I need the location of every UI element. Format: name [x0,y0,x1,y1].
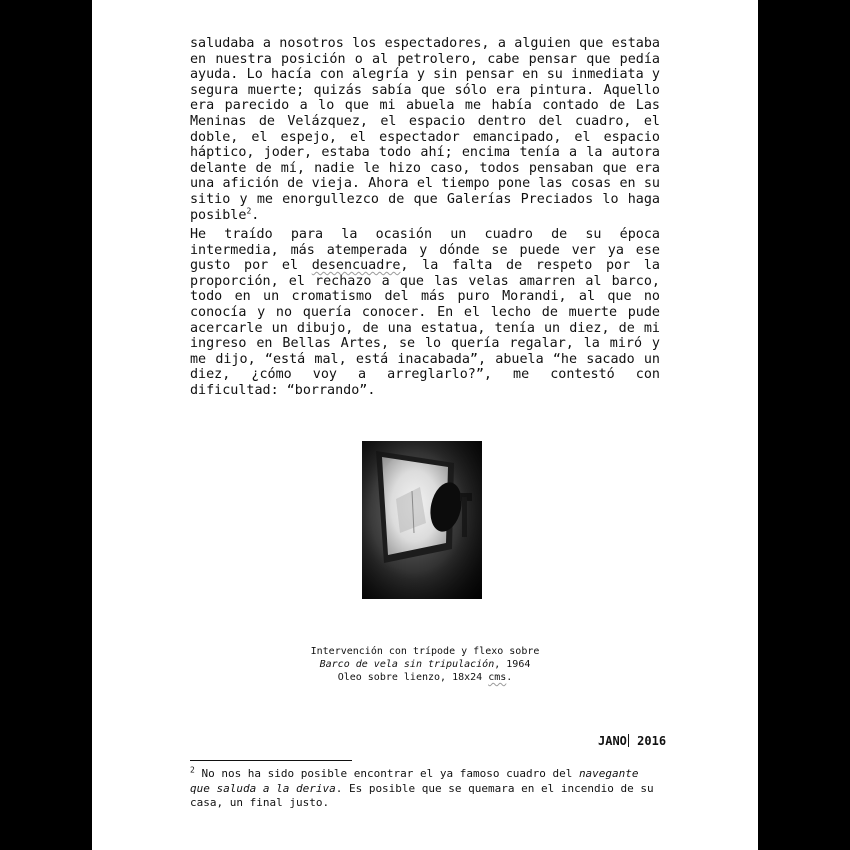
paragraph-1-text: saludaba a nosotros los espectadores, a alguien que estaba en nuestra posición o al petrolero, cabe pensar que pedía ayuda. Lo hacía con alegría y sin pensar en su inmediata y segura muerte; quizás sabía que sólo era pintura. Aquello era parecido a lo que mi abuela me había contado de Las Meninas de Velázquez, el espacio dentro del cuadro, el doble, el espejo, el espectador emancipado, el espacio háptico, joder, estaba todo ahí; encima tenía a la autora delante de mí, nadie le hizo caso, todos pensaban que era una afición de vieja. Ahora el tiempo pone las cosas en su sitio y me enorgullezco de que Galerías Preciados lo haga posible [190,36,660,223]
footnote [190,767,660,811]
artwork-caption [92,645,758,684]
body-paragraph-2 [190,227,660,399]
caption-medium: Oleo sobre lienzo, 18x24 [337,672,489,683]
paragraph-1-end: . [251,207,260,223]
caption-unit: cms [488,672,507,683]
caption-line-2 [92,658,758,671]
text-cursor [628,734,629,747]
caption-end: . [506,672,513,683]
caption-title: Barco de vela sin tripulación [319,659,495,670]
body-paragraph-1 [190,36,660,223]
footnote-number: 2 [190,765,195,775]
caption-line-1: Intervención con trípode y flexo sobre [310,646,540,657]
document-page [92,0,758,850]
artwork-photo [362,441,482,599]
footnote-italic: navegante que saluda a la deriva [190,767,639,795]
signature [598,734,666,748]
caption-year: , 1964 [494,659,531,670]
caption-line-3 [92,671,758,684]
signature-name: JANO [598,734,627,748]
spellcheck-word: desencuadre [311,258,401,274]
footnote-reference[interactable]: 2 [246,206,252,216]
artwork-photo-graphic [362,441,482,599]
paragraph-2-text-a: He traído para la ocasión un cuadro de su época intermedia, más atemperada y dónde se puede ver ya ese gusto por el [190,227,660,274]
footnote-text-a: No nos ha sido posible encontrar el ya famoso cuadro del [194,767,579,780]
footnote-text-b: . Es posible que se quemara en el incendio de su casa, un final justo. [190,781,654,809]
signature-year: 2016 [637,734,667,748]
paragraph-2-text-b: , la falta de respeto por la proporción, el rechazo a que las velas amarren al barco, todo en un cromatismo del más puro Morandi, al que no conocía y no quería conocer. En el lecho de muerte pude acercarle un dibujo, de una estatua, tenía un diez, de mi ingreso en Bellas Artes, se lo quería regalar, la miró y me dijo, “está mal, está inacabada”, abuela “he sacado un diez, ¿cómo voy a arreglarlo?”, me contestó con dificultad: “borrando”. [190,258,660,398]
footnote-divider [190,760,352,761]
